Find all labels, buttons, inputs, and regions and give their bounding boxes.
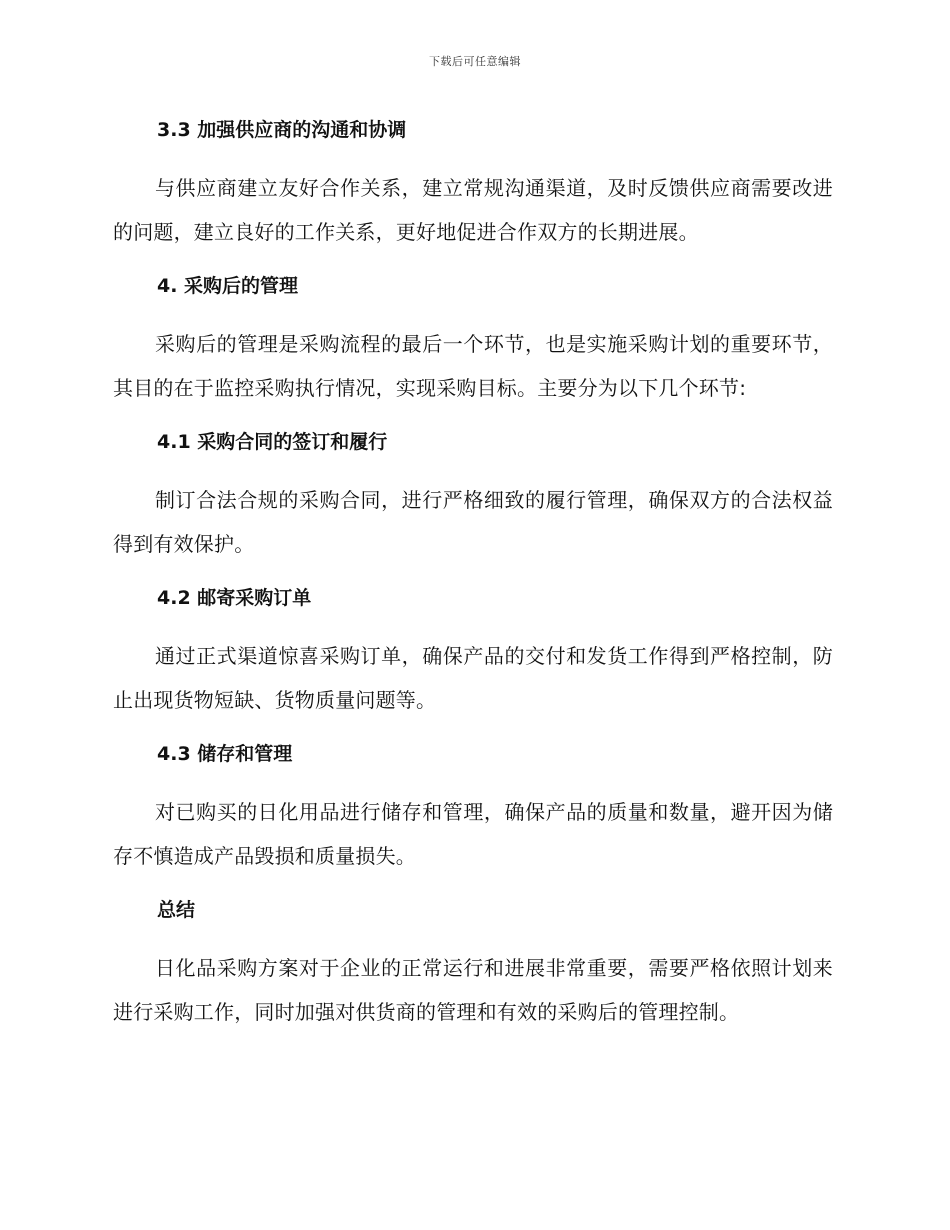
section-paragraph-4: 采购后的管理是采购流程的最后一个环节，也是实施采购计划的重要环节，其目的在于监控采购执行情况，实现采购目标。主要分为以下几个环节: xyxy=(113,332,833,400)
section-heading-4: 4. 采购后的管理 xyxy=(157,275,299,297)
section-paragraph-4-3: 对已购买的日化用品进行储存和管理，确保产品的质量和数量，避开因为储存不慎造成产品毁损和质量损失。 xyxy=(113,800,833,868)
section-paragraph-3-3: 与供应商建立友好合作关系，建立常规沟通渠道，及时反馈供应商需要改进的问题，建立良好的工作关系，更好地促进合作双方的长期进展。 xyxy=(113,176,833,244)
section-paragraph-4-1: 制订合法合规的采购合同，进行严格细致的履行管理，确保双方的合法权益得到有效保护。 xyxy=(113,488,833,556)
section-heading-4-1: 4.1 采购合同的签订和履行 xyxy=(157,431,388,453)
document-body xyxy=(113,112,833,1034)
section-heading-4-3: 4.3 储存和管理 xyxy=(157,743,293,765)
section-paragraph-4-2: 通过正式渠道惊喜采购订单，确保产品的交付和发货工作得到严格控制，防止出现货物短缺、货物质量问题等。 xyxy=(113,644,833,712)
section-paragraph-summary: 日化品采购方案对于企业的正常运行和进展非常重要，需要严格依照计划来进行采购工作，同时加强对供货商的管理和有效的采购后的管理控制。 xyxy=(113,956,833,1024)
page-header-note: 下载后可任意编辑 xyxy=(429,55,521,68)
section-heading-3-3: 3.3 加强供应商的沟通和协调 xyxy=(157,119,407,141)
section-heading-summary: 总结 xyxy=(157,899,196,921)
section-heading-4-2: 4.2 邮寄采购订单 xyxy=(157,587,312,609)
